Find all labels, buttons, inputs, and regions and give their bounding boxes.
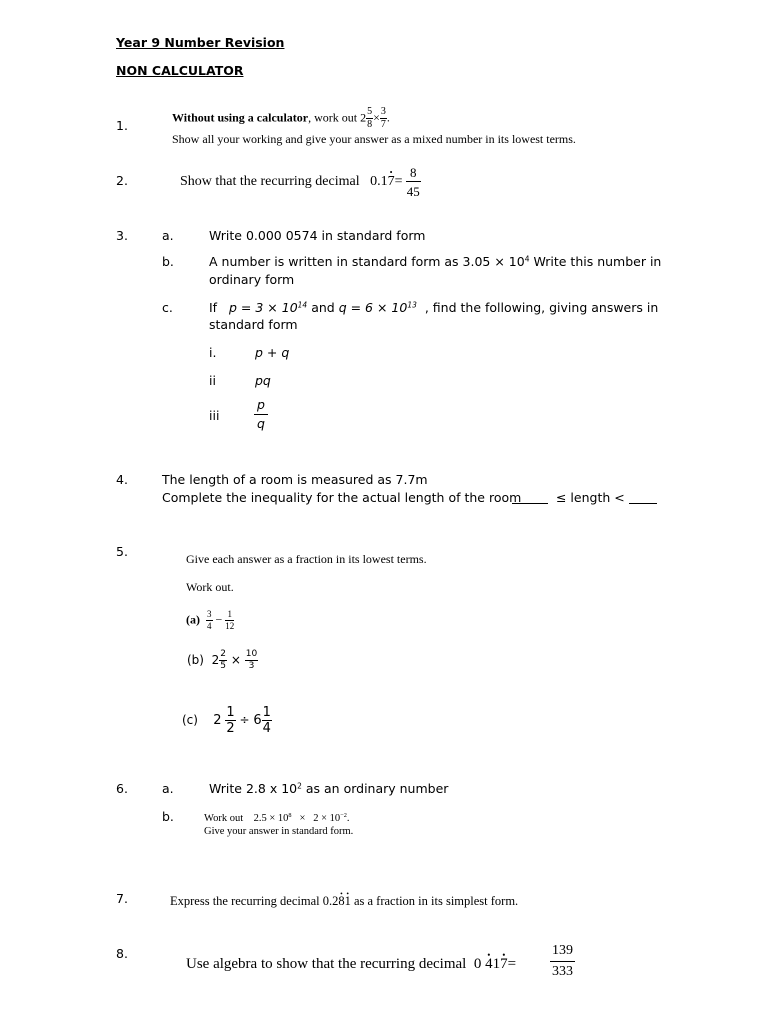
question-6b-line2: Give your answer in standard form. <box>204 826 354 837</box>
question-1-bold-lead: Without using a calculator <box>172 110 309 125</box>
question-6a-text-post: as an ordinary number <box>301 781 449 796</box>
question-6b-expression-1: 2.5 × 10 <box>253 813 289 824</box>
fraction-numerator: p <box>254 399 268 415</box>
question-4-inequality <box>512 490 657 505</box>
question-5c <box>182 706 272 735</box>
question-5c-label: (c) <box>182 713 198 727</box>
question-3c-i-label: i. <box>209 345 217 360</box>
fraction-numerator: 10 <box>245 649 258 659</box>
question-6b-work: Work out <box>204 813 244 824</box>
question-2-equals: = <box>394 174 403 190</box>
question-7-text-pre: Express the recurring decimal <box>170 894 320 908</box>
times-symbol: × <box>299 813 306 824</box>
page-title: Year 9 Number Revision <box>116 35 285 50</box>
minus-symbol: − <box>215 612 223 627</box>
times-symbol: × <box>230 653 241 667</box>
question-6b-exponent-2: −2 <box>340 812 347 820</box>
question-2-text: Show that the recurring decimal <box>180 174 360 190</box>
question-6a-text <box>209 781 448 796</box>
question-3b-line2: ordinary form <box>209 272 295 287</box>
question-6-number: 6. <box>116 781 128 796</box>
question-3c-ii-expression: pq <box>255 373 271 388</box>
question-5-intro: Give each answer as a fraction in its lowest terms. <box>186 552 427 566</box>
question-2-fraction <box>406 166 421 198</box>
question-3b-line1 <box>209 254 661 269</box>
question-3a-text: Write 0.000 0574 in standard form <box>209 228 426 243</box>
question-5a <box>186 610 234 631</box>
question-3c-i-expression: p + q <box>255 345 290 360</box>
question-6b-line1 <box>204 813 349 824</box>
question-6b-period: . <box>346 813 350 824</box>
question-6b-exponent-1: 8 <box>288 812 292 820</box>
fraction-denominator: 45 <box>406 184 420 199</box>
fraction-denominator: 4 <box>207 621 212 631</box>
question-7-line <box>170 894 518 909</box>
question-3c-q-exponent: 13 <box>407 300 417 310</box>
mixed-whole: 2 <box>213 713 222 728</box>
question-3c-q-value: q = 6 × 10 <box>338 300 408 315</box>
fraction-numerator: 1 <box>226 705 235 720</box>
question-3c-iii-label: iii <box>209 408 220 423</box>
question-4-line2: Complete the inequality for the actual length of the room <box>162 490 522 505</box>
question-3b-exponent: 4 <box>524 254 530 264</box>
divide-symbol: ÷ <box>239 713 250 727</box>
less-than-symbol: < <box>614 490 625 505</box>
less-equal-symbol: ≤ <box>555 490 567 505</box>
question-8-equals: = <box>507 956 517 972</box>
fraction-numerator: 3 <box>380 106 386 117</box>
fraction-denominator: q <box>257 415 265 431</box>
question-6a-text-pre: Write 2.8 x 10 <box>209 781 298 796</box>
question-3c-line1 <box>209 300 658 315</box>
question-6b-label: b. <box>162 809 174 824</box>
question-3c-p-value: p = 3 × 10 <box>229 300 298 315</box>
question-3b-text: A number is written in standard form as 3.05 × 10 <box>209 254 525 269</box>
question-6a-label: a. <box>162 781 174 796</box>
fraction-numerator: 5 <box>367 106 373 117</box>
question-7-text-post: as a fraction in its simplest form. <box>353 894 519 908</box>
fraction-denominator: 7 <box>380 119 386 130</box>
question-3c-if: If <box>209 300 218 315</box>
question-3b-text-post: Write this number in <box>529 254 662 269</box>
question-8-number: 8. <box>116 946 128 961</box>
question-1-line1: Without using a calculator, work out 2 $\frac{5}{8}$ × $\frac{3}{7}$ . <box>172 106 390 130</box>
question-3c-tail: , find the following, giving answers in <box>424 300 659 315</box>
question-8-decimal-mid: 1 <box>492 956 501 972</box>
question-3c-and: and <box>311 300 335 315</box>
lower-bound-blank[interactable] <box>512 503 548 504</box>
question-6a-exponent: 2 <box>297 781 302 791</box>
fraction-numerator: 139 <box>550 944 575 962</box>
question-8-text: Use algebra to show that the recurring decimal <box>186 956 467 972</box>
fraction-denominator: 5 <box>220 661 226 671</box>
question-5-number: 5. <box>116 544 128 559</box>
question-7-recurring-digit-1: • 8 <box>338 894 344 909</box>
question-8-decimal-lead: 0 <box>473 956 482 972</box>
question-3c-line2: standard form <box>209 317 298 332</box>
fraction-denominator: 8 <box>367 119 373 130</box>
length-word: length <box>570 490 611 505</box>
question-5a-label: (a) <box>186 612 200 627</box>
question-2-line <box>180 166 421 198</box>
question-1-number: 1. <box>116 118 128 133</box>
fraction-numerator: 2 <box>220 649 226 659</box>
question-3c-p-exponent: 14 <box>297 300 308 310</box>
question-3a-label: a. <box>162 228 174 243</box>
question-7-recurring-digit-2: • 1 <box>345 894 351 909</box>
question-3c-label: c. <box>162 300 173 315</box>
question-8-recurring-digit-2: • 7 <box>500 956 508 973</box>
question-5-work-out: Work out. <box>186 580 234 594</box>
question-1-text-after: , work out <box>308 110 358 125</box>
mixed-whole: 2 <box>211 653 220 667</box>
question-1-fraction-2 <box>380 107 387 130</box>
question-5b <box>187 650 258 671</box>
question-4-line1: The length of a room is measured as 7.7m <box>162 472 428 487</box>
question-1-times: × <box>373 110 380 125</box>
question-8-fraction <box>550 944 575 979</box>
mixed-whole: 6 <box>253 713 262 728</box>
upper-bound-blank[interactable] <box>629 503 657 504</box>
question-3c-ii-label: ii <box>209 373 216 388</box>
question-3b-label: b. <box>162 254 174 269</box>
fraction-numerator: 1 <box>262 705 271 720</box>
fraction-denominator: 2 <box>226 721 235 736</box>
fraction-denominator: 12 <box>225 621 235 631</box>
question-3c-iii-fraction <box>254 399 268 430</box>
question-2-recurring-digit: • 7 <box>388 174 395 190</box>
question-8-recurring-digit-1: • 4 <box>485 956 493 973</box>
fraction-denominator: 4 <box>262 721 271 736</box>
fraction-numerator: 3 <box>207 609 212 619</box>
question-3-number: 3. <box>116 228 128 243</box>
page-subtitle: NON CALCULATOR <box>116 63 244 78</box>
question-1-line2: Show all your working and give your answer as a mixed number in its lowest terms. <box>172 132 576 146</box>
question-5b-label: (b) <box>187 653 204 667</box>
fraction-denominator: 333 <box>552 964 573 979</box>
question-1-mixed-whole: 2 <box>360 110 367 125</box>
question-2-number: 2. <box>116 173 128 188</box>
question-6b-expression-2: 2 × 10 <box>313 813 341 824</box>
fraction-numerator: 1 <box>225 610 234 621</box>
question-4-number: 4. <box>116 472 128 487</box>
fraction-numerator: 8 <box>406 166 421 182</box>
question-7-number: 7. <box>116 891 128 906</box>
question-8-line <box>186 956 516 973</box>
fraction-denominator: 3 <box>248 661 255 671</box>
question-7-decimal-lead: 0.2 <box>322 894 339 908</box>
question-2-decimal-lead: 0.1 <box>370 174 388 190</box>
